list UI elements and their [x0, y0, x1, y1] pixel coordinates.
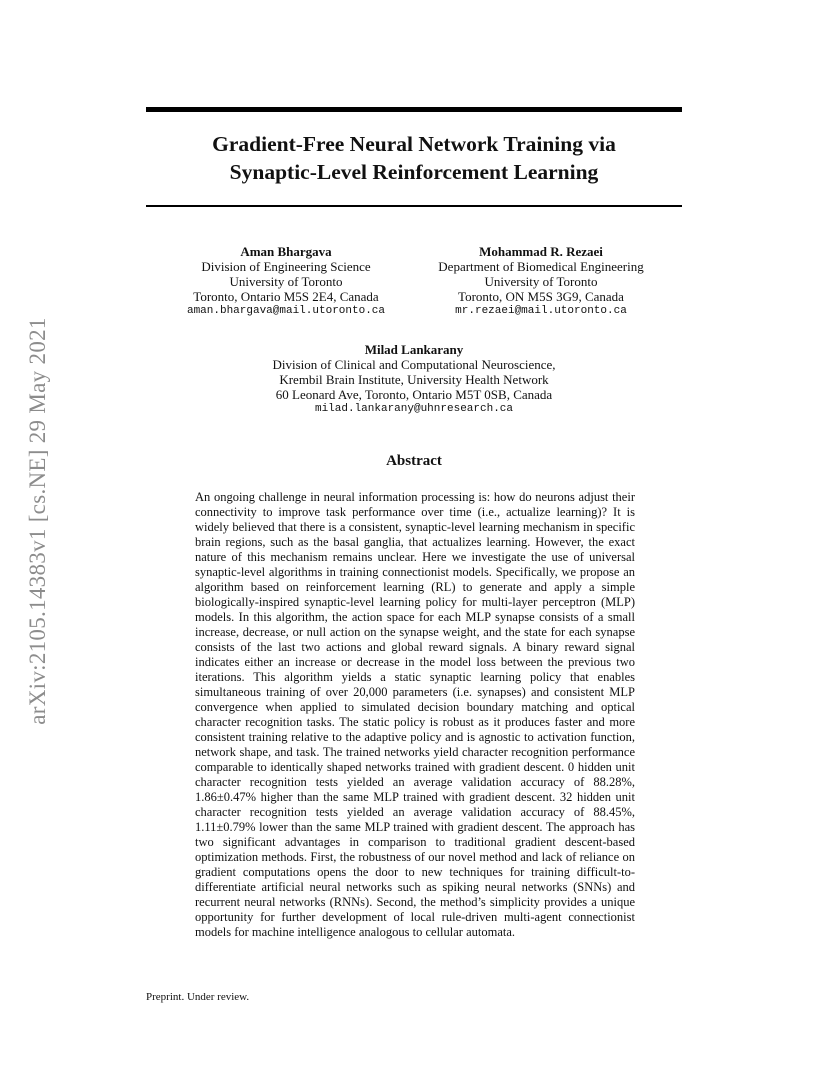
author-affiliation-line: Toronto, ON M5S 3G9, Canada — [458, 289, 624, 304]
author-name: Mohammad R. Rezaei — [479, 244, 603, 259]
paper-title — [146, 130, 682, 186]
author-affiliation-line: Division of Engineering Science — [201, 259, 371, 274]
author-affiliation-line: Krembil Brain Institute, University Health Network — [279, 372, 549, 387]
author-block-bhargava — [176, 244, 396, 319]
abstract-heading: Abstract — [386, 453, 442, 469]
abstract-body: An ongoing challenge in neural information processing is: how do neurons adjust their connectivity to improve task performance over time (i.e., actualize learning)? It is widely believed that there is a consistent, synaptic-level learning mechanism in specific brain regions, such as the basal ganglia, that actualizes learning. However, the exact nature of this mechanism remains unclear. Here we investigate the use of universal synaptic-level algorithms in training connectionist models. Specifically, we propose an algorithm based on reinforcement learning (RL) to generate and apply a simple biologically-inspired synaptic-level learning policy for multi-layer perceptron (MLP) models. In this algorithm, the action space for each MLP synapse consists of a small increase, decrease, or null action on the synapse weight, and the state for each synapse consists of the last two actions and global reward signals. A binary reward signal indicates either an increase or decrease in the model loss between the previous two iterations. This algorithm yields a static synaptic learning policy that enables simultaneous training of over 20,000 parameters (i.e. synapses) and consistent MLP convergence when applied to simulated decision boundary matching and optical character recognition tasks. The static policy is robust as it produces faster and more consistent training relative to the adaptive policy and is agnostic to activation function, network shape, and task. The trained networks yield character recognition performance comparable to identically shaped networks trained with gradient descent. 0 hidden unit character recognition tests yielded an average validation accuracy of 88.28%, 1.86±0.47% higher than the same MLP trained with gradient descent. 32 hidden unit character recognition tests yielded an average validation accuracy of 88.45%, 1.11±0.79% lower than the same MLP trained with gradient descent. The approach has two significant advantages in comparison to traditional gradient descent-based optimization methods. First, the robustness of our novel method and lack of reliance on gradient computations opens the door to new techniques for training difficult-to-differentiate artificial neural networks such as spiking neural networks (SNNs) and recurrent neural networks (RNNs). Second, the method’s simplicity provides a unique opportunity for further development of local rule-driven multi-agent connectionist models for machine intelligence analogous to cellular automata. — [195, 490, 635, 939]
title-line-1: Gradient-Free Neural Network Training via — [212, 132, 616, 156]
author-affiliation-line: Department of Biomedical Engineering — [438, 259, 644, 274]
author-email: mr.rezaei@mail.utoronto.ca — [455, 305, 627, 317]
author-name: Aman Bhargava — [240, 244, 332, 259]
author-name: Milad Lankarany — [364, 342, 464, 357]
author-email: aman.bhargava@mail.utoronto.ca — [186, 305, 386, 317]
author-affiliation-line: 60 Leonard Ave, Toronto, Ontario M5T 0SB, Canada — [275, 387, 553, 402]
author-block-lankarany — [214, 342, 614, 417]
author-affiliation-line: Toronto, Ontario M5S 2E4, Canada — [193, 289, 379, 304]
author-block-rezaei — [428, 244, 654, 319]
title-line-2: Synaptic-Level Reinforcement Learning — [229, 160, 599, 184]
author-email: milad.lankarany@uhnresearch.ca — [314, 403, 514, 415]
title-bottom-rule — [146, 205, 682, 207]
author-affiliation-line: Division of Clinical and Computational Neuroscience, — [272, 357, 556, 372]
author-affiliation-line: University of Toronto — [484, 274, 598, 289]
arxiv-identifier-stamp: arXiv:2105.14383v1 [cs.NE] 29 May 2021 — [25, 317, 50, 725]
author-affiliation-line: University of Toronto — [229, 274, 343, 289]
preprint-footer: Preprint. Under review. — [146, 991, 250, 1003]
title-top-rule — [146, 107, 682, 112]
